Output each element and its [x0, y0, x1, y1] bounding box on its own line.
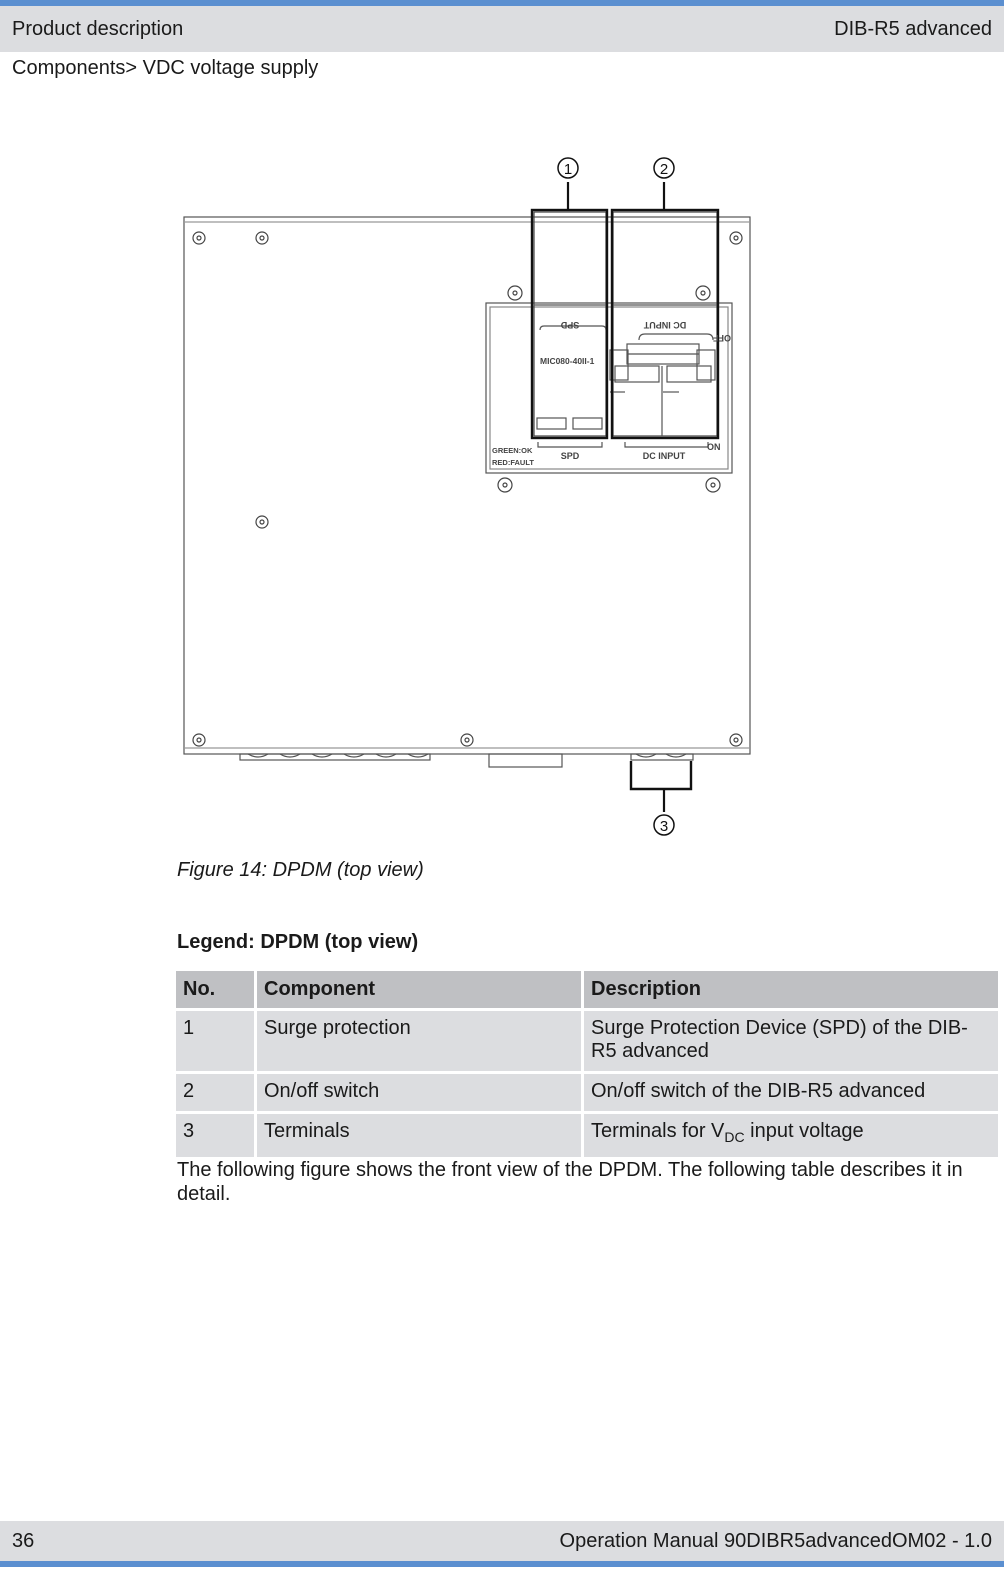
callout-3-label: 3 — [659, 818, 669, 835]
description-text: input voltage — [744, 1120, 864, 1142]
callout-1-label: 1 — [563, 161, 573, 178]
spd-top-label: SPD — [560, 320, 580, 330]
spd-indicator-red — [573, 418, 602, 429]
header-product-name: DIB-R5 advanced — [834, 17, 992, 40]
row-description: Surge Protection Device (SPD) of the DIB-R5 advanced — [584, 1011, 998, 1071]
page-header — [0, 6, 1004, 52]
row-no: 1 — [176, 1011, 254, 1071]
dc-input-bottom-label: DC INPUT — [642, 451, 686, 461]
row-no: 3 — [176, 1114, 254, 1157]
row-description: On/off switch of the DIB-R5 advanced — [584, 1074, 998, 1111]
subscript-dc: DC — [724, 1129, 745, 1145]
callout-markers — [558, 158, 674, 835]
body-paragraph: The following figure shows the front view of the DPDM. The following table describes it in detail. — [177, 1159, 963, 1205]
row-description — [584, 1114, 998, 1157]
document-id: Operation Manual 90DIBR5advancedOM02 - 1.0 — [559, 1529, 992, 1552]
terminal-strip-left — [240, 754, 430, 760]
legend-table — [173, 968, 1001, 1160]
green-ok-label: GREEN:OK — [492, 446, 533, 455]
bottom-bracket — [489, 754, 562, 767]
spd-bottom-label: SPD — [560, 451, 580, 461]
table-row — [176, 1011, 998, 1071]
legend-header-row — [176, 971, 998, 1008]
page-footer — [0, 1521, 1004, 1561]
row-component: Terminals — [257, 1114, 581, 1157]
page-number: 36 — [12, 1529, 35, 1552]
callout-2-label: 2 — [659, 161, 669, 178]
off-label: OFF — [713, 333, 731, 343]
row-component: On/off switch — [257, 1074, 581, 1111]
model-label: MIC080-40II-1 — [540, 356, 595, 366]
breadcrumb: Components> VDC voltage supply — [12, 57, 319, 79]
column-header-component: Component — [257, 971, 581, 1008]
header-section-title: Product description — [12, 17, 184, 40]
red-fault-label: RED:FAULT — [492, 458, 534, 467]
legend-title: Legend: DPDM (top view) — [177, 931, 419, 953]
on-label: ON — [707, 442, 721, 452]
housing-outline — [184, 217, 750, 754]
description-text: Terminals for V — [591, 1120, 725, 1142]
column-header-description: Description — [584, 971, 998, 1008]
dc-input-top-label: DC INPUT — [643, 320, 687, 330]
spd-indicator-green — [537, 418, 566, 429]
dpdm-drawing — [170, 150, 770, 850]
figure-caption: Figure 14: DPDM (top view) — [177, 859, 424, 881]
dpdm-top-view-figure — [170, 150, 770, 850]
table-row — [176, 1114, 998, 1157]
footer-accent-rule — [0, 1561, 1004, 1567]
row-no: 2 — [176, 1074, 254, 1111]
table-row — [176, 1074, 998, 1111]
row-component: Surge protection — [257, 1011, 581, 1071]
column-header-no: No. — [176, 971, 254, 1008]
screws — [193, 232, 742, 746]
